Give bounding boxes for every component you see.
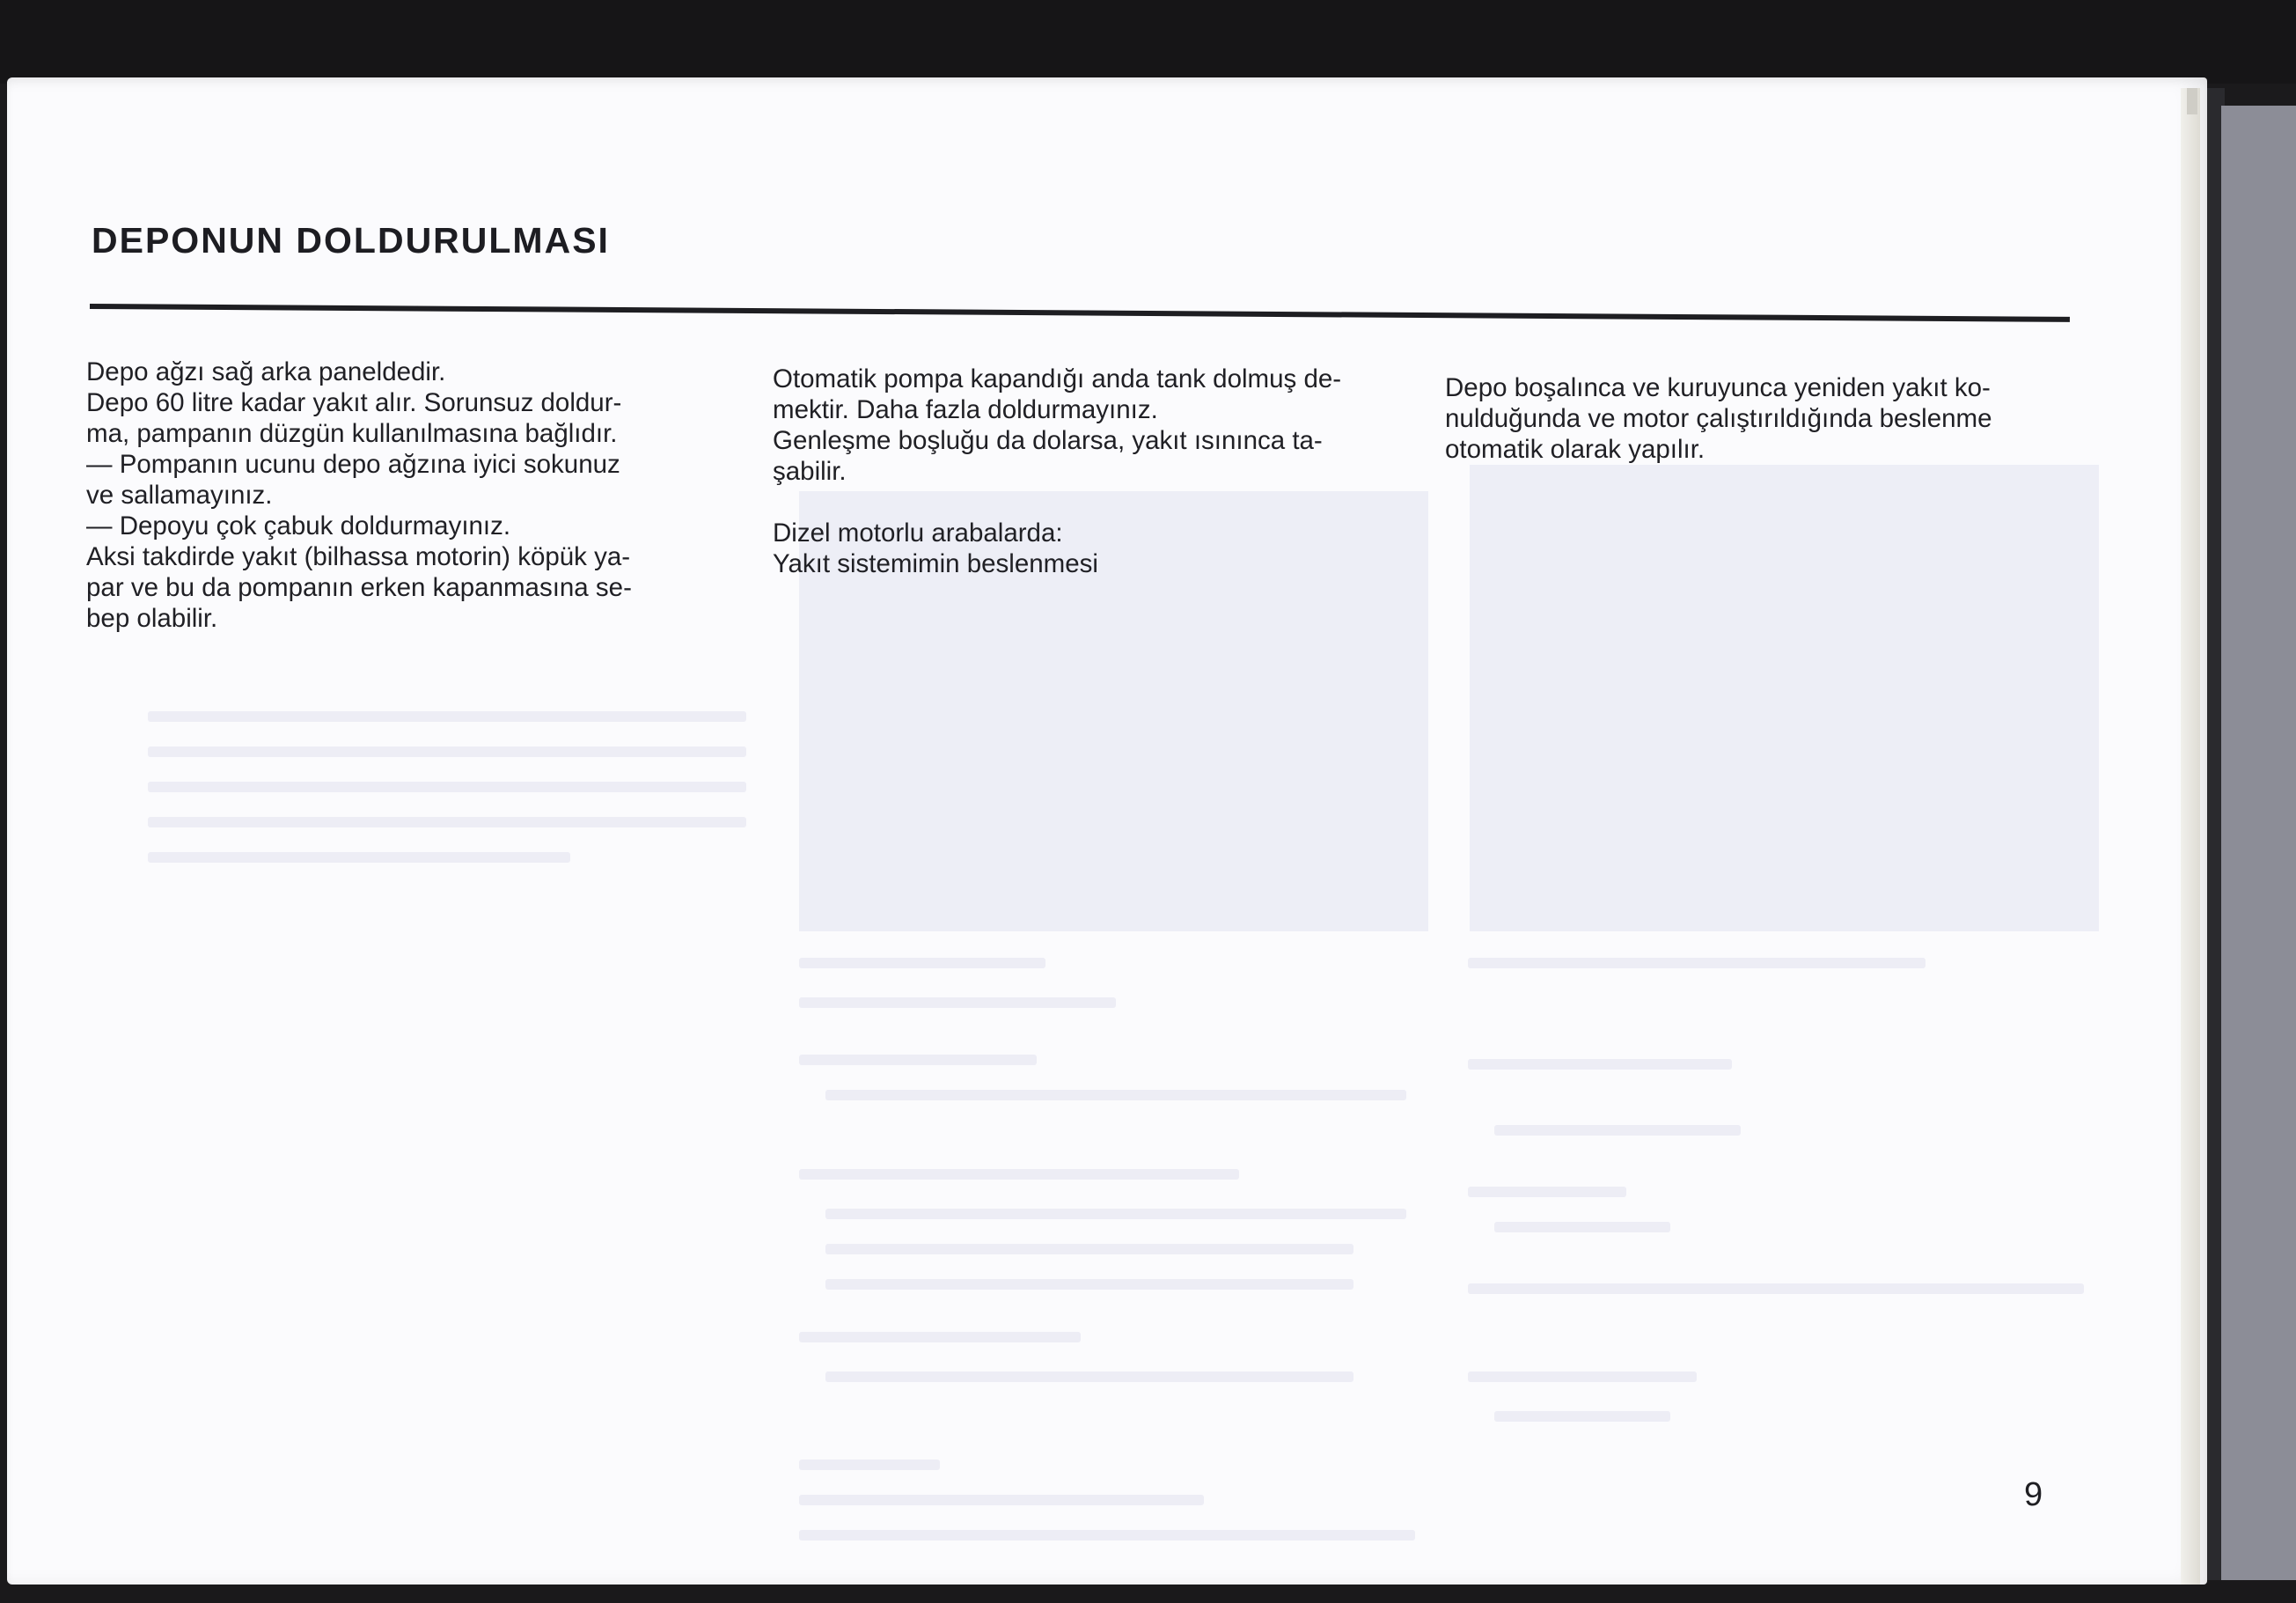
text-line: — Pompanın ucunu depo ağzına iyici sokunuz (86, 450, 620, 479)
page-edge-shadow (2181, 88, 2200, 1585)
bleed-through-line (1468, 958, 1926, 968)
scan-right-background (2221, 106, 2296, 1603)
text-line: par ve bu da pompanın erken kapanmasına se- (86, 573, 632, 602)
bleed-through-line (799, 997, 1116, 1008)
bleed-through-line (148, 782, 746, 792)
scan-top-background (0, 0, 2296, 84)
bleed-through-line (825, 1279, 1353, 1290)
bleed-through-line (148, 817, 746, 827)
text-line: ve sallamayınız. (86, 481, 273, 510)
bleed-through-line (1468, 1187, 1626, 1197)
text-line: nulduğunda ve motor çalıştırıldığında beslenme (1445, 404, 1992, 433)
text-line: şabilir. (773, 457, 847, 486)
bleed-through-chart-right (1470, 465, 2099, 931)
page-corner-mark (2187, 88, 2197, 114)
bleed-through-line (799, 1460, 940, 1470)
bleed-through-line (1494, 1222, 1670, 1232)
bleed-through-line (799, 1530, 1415, 1540)
bleed-through-line (799, 1169, 1239, 1180)
bleed-through-line (799, 1495, 1204, 1505)
text-column-3 (1445, 372, 1992, 465)
text-line: Yakıt sistemimin beslenmesi (773, 549, 1098, 578)
bleed-through-line (799, 1055, 1037, 1065)
bleed-through-line (148, 711, 746, 722)
page-title: DEPONUN DOLDURULMASI (92, 220, 610, 261)
text-line: Dizel motorlu arabalarda: (773, 518, 1063, 548)
text-line: bep olabilir. (86, 604, 218, 633)
bleed-through-line (1494, 1411, 1670, 1422)
text-line: Depo ağzı sağ arka paneldedir. (86, 357, 446, 386)
document-page (7, 77, 2207, 1585)
bleed-through-line (825, 1244, 1353, 1254)
bleed-through-line (825, 1209, 1406, 1219)
bleed-through-line (1468, 1371, 1697, 1382)
text-line: mektir. Daha fazla doldurmayınız. (773, 395, 1158, 424)
text-line: ma, pampanın düzgün kullanılmasına bağlıdır. (86, 419, 618, 448)
text-line: — Depoyu çok çabuk doldurmayınız. (86, 511, 511, 540)
text-line: Depo boşalınca ve kuruyunca yeniden yakıt ko- (1445, 373, 1991, 402)
bleed-through-line (1468, 1283, 2084, 1294)
text-line: Otomatik pompa kapandığı anda tank dolmuş de- (773, 364, 1342, 393)
bleed-through-line (148, 746, 746, 757)
text-column-2 (773, 364, 1341, 579)
bleed-through-line (825, 1090, 1406, 1100)
text-column-1 (86, 357, 632, 634)
text-line: Depo 60 litre kadar yakıt alır. Sorunsuz doldur- (86, 388, 622, 417)
text-line: Genleşme boşluğu da dolarsa, yakıt ısınınca ta- (773, 426, 1323, 455)
text-line: Aksi takdirde yakıt (bilhassa motorin) köpük ya- (86, 542, 631, 571)
bleed-through-line (799, 1332, 1081, 1342)
page-number: 9 (2024, 1476, 2043, 1513)
bleed-through-line (799, 958, 1045, 968)
bleed-through-line (1494, 1125, 1741, 1136)
bleed-through-line (1468, 1059, 1732, 1070)
paragraph-gap (773, 487, 1341, 518)
bleed-through-line (148, 852, 570, 863)
text-line: otomatik olarak yapılır. (1445, 435, 1705, 464)
bleed-through-line (825, 1371, 1353, 1382)
